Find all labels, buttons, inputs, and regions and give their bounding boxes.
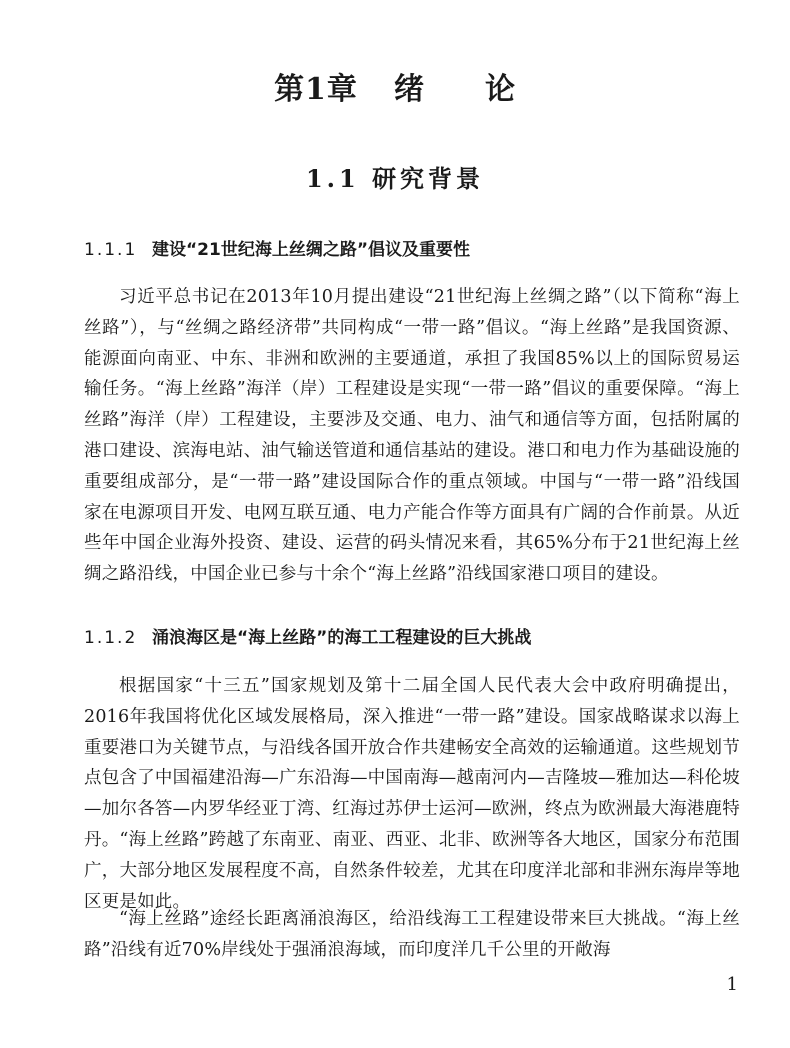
- subsection-title: 涌浪海区是“海上丝路”的海工工程建设的巨大挑战: [152, 628, 532, 648]
- chapter-label: 第1章: [274, 72, 358, 107]
- subsection-heading-1: [84, 238, 470, 262]
- subsection-heading-2: [84, 626, 531, 650]
- chapter-title: [0, 70, 790, 110]
- subsection-number: 1.1.1: [84, 240, 138, 260]
- page-number: 1: [726, 974, 738, 995]
- section-title: [0, 162, 790, 196]
- paragraph: “海上丝路”途经长距离涌浪海区，给沿线海工工程建设带来巨大挑战。“海上丝路”沿线有近70%岸线处于强涌浪海域，而印度洋几千公里的开敞海: [84, 909, 740, 960]
- paragraph: 根据国家“十三五”国家规划及第十二届全国人民代表大会中政府明确提出，2016年我国将优化区域发展格局，深入推进“一带一路”建设。国家战略谋求以海上重要港口为关键节点，与沿线各国开放合作共建畅安全高效的运输通道。这些规划节点包含了中国福建沿海—广东沿海—中国南海—越南河内—吉隆坡—雅加达—科伦坡—加尔各答—内罗华经亚丁湾、红海过苏伊士运河—欧洲，终点为欧洲最大海港鹿特丹。“海上丝路”跨越了东南亚、南亚、西亚、北非、欧洲等各大地区，国家分布范围广，大部分地区发展程度不高，自然条件较差，尤其在印度洋北部和非洲东海岸等地区更是如此。: [84, 676, 740, 912]
- section-number: 1.1: [305, 164, 360, 193]
- subsection-title: 建设“21世纪海上丝绸之路”倡议及重要性: [152, 240, 471, 260]
- section-title-text: 研究背景: [372, 164, 485, 193]
- chapter-title-part1: 绪: [393, 72, 425, 107]
- paragraph: 习近平总书记在2013年10月提出建设“21世纪海上丝绸之路”（以下简称“海上丝路”），与“丝绸之路经济带”共同构成“一带一路”倡议。“海上丝路”是我国资源、能源面向南亚、中东、非洲和欧洲的主要通道，承担了我国85%以上的国际贸易运输任务。“海上丝路”海洋（岸）工程建设是实现“一带一路”倡议的重要保障。“海上丝路”海洋（岸）工程建设，主要涉及交通、电力、油气和通信等方面，包括附属的港口建设、滨海电站、油气输送管道和通信基站的建设。港口和电力作为基础设施的重要组成部分，是“一带一路”建设国际合作的重点领域。中国与“一带一路”沿线国家在电源项目开发、电网互联互通、电力产能合作等方面具有广阔的合作前景。从近些年中国企业海外投资、建设、运营的码头情况来看，其65%分布于21世纪海上丝绸之路沿线，中国企业已参与十余个“海上丝路”沿线国家港口项目的建设。: [84, 287, 740, 585]
- chapter-title-part2: 论: [484, 72, 516, 107]
- subsection-number: 1.1.2: [84, 628, 138, 648]
